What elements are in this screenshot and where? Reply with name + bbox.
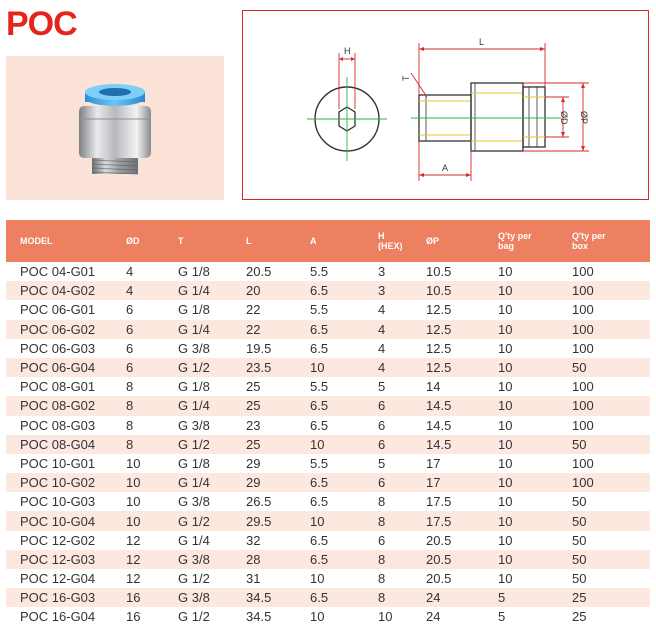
cell-od: 8 (126, 379, 134, 395)
column-header-a: A (296, 220, 364, 262)
cell-op: 12.5 (426, 302, 452, 318)
cell-op: 24 (412, 588, 484, 607)
cell-od: 4 (126, 264, 134, 280)
cell-h-hex: 8 (364, 511, 412, 530)
cell-od: 10 (112, 511, 164, 530)
cell-qty-bag: 10 (498, 532, 513, 548)
cell-t: G 3/8 (178, 417, 210, 433)
cell-a: 10 (296, 511, 364, 530)
end-view (307, 46, 387, 161)
cell-h-hex: 4 (364, 320, 412, 339)
cell-op: 17 (426, 455, 441, 471)
spec-table (6, 220, 650, 627)
cell-model: POC 08-G02 (6, 396, 112, 415)
table-body (6, 262, 650, 627)
cell-od: 8 (126, 417, 134, 433)
cell-op: 24 (426, 609, 441, 625)
cell-qty-bag: 10 (498, 340, 513, 356)
cell-qty-bag: 10 (498, 571, 513, 587)
cell-qty-bag: 10 (498, 264, 513, 280)
cell-a: 6.5 (310, 532, 329, 548)
cell-qty-bag: 10 (484, 473, 558, 492)
cell-model: POC 10-G03 (20, 494, 96, 510)
column-header-l: L (232, 220, 296, 262)
cell-op: 20.5 (412, 550, 484, 569)
cell-h-hex: 3 (364, 281, 412, 300)
cell-qty-box: 50 (572, 532, 587, 548)
cell-qty-bag: 10 (498, 379, 513, 395)
label-l: L (479, 37, 485, 47)
cell-op: 10.5 (426, 264, 452, 280)
cell-a: 6.5 (310, 340, 329, 356)
cell-l: 28 (232, 550, 296, 569)
cell-model: POC 12-G04 (20, 571, 96, 587)
cell-model: POC 10-G04 (6, 511, 112, 530)
cell-a: 6.5 (296, 281, 364, 300)
cell-model: POC 04-G01 (20, 264, 96, 280)
cell-l: 32 (246, 532, 261, 548)
cell-qty-box: 100 (572, 302, 594, 318)
cell-h-hex: 8 (378, 571, 386, 587)
cell-qty-bag: 10 (498, 455, 513, 471)
column-header-op: ØP (412, 220, 484, 262)
cell-l: 29 (246, 455, 261, 471)
table-row (6, 454, 650, 473)
table-row (6, 435, 650, 454)
cell-op: 17.5 (426, 494, 452, 510)
cell-a: 6.5 (296, 550, 364, 569)
table-row (6, 300, 650, 319)
cell-od: 4 (112, 281, 164, 300)
cell-t: G 1/2 (164, 435, 232, 454)
cell-l: 34.5 (246, 609, 272, 625)
table-header-row (6, 220, 650, 262)
cell-qty-bag: 10 (498, 302, 513, 318)
cell-od: 12 (112, 550, 164, 569)
label-t: T (401, 75, 411, 81)
cell-l: 22 (232, 320, 296, 339)
cell-l: 26.5 (246, 494, 272, 510)
label-od: ØD (559, 111, 569, 125)
cell-qty-box: 100 (572, 264, 594, 280)
table-row (6, 416, 650, 435)
cell-qty-box: 100 (572, 379, 594, 395)
cell-a: 6.5 (310, 417, 329, 433)
cell-od: 8 (112, 435, 164, 454)
cell-qty-bag: 5 (484, 588, 558, 607)
cell-t: G 1/2 (164, 511, 232, 530)
cell-qty-box: 25 (572, 609, 587, 625)
cell-a: 6.5 (296, 588, 364, 607)
cell-h-hex: 6 (364, 473, 412, 492)
cell-t: G 1/8 (178, 455, 210, 471)
cell-qty-box: 100 (558, 281, 650, 300)
cell-l: 29 (232, 473, 296, 492)
cell-qty-box: 25 (558, 588, 650, 607)
table-row (6, 320, 650, 339)
cell-qty-bag: 10 (484, 511, 558, 530)
cell-qty-box: 50 (558, 550, 650, 569)
table-row (6, 358, 650, 377)
cell-op: 12.5 (412, 320, 484, 339)
cell-qty-box: 100 (572, 455, 594, 471)
cell-a: 6.5 (296, 320, 364, 339)
cell-qty-bag: 10 (484, 396, 558, 415)
table-row (6, 339, 650, 358)
cell-t: G 1/4 (178, 532, 210, 548)
table-row (6, 377, 650, 396)
cell-model: POC 06-G01 (20, 302, 96, 318)
cell-t: G 1/4 (164, 473, 232, 492)
cell-od: 6 (112, 358, 164, 377)
cell-l: 25 (246, 379, 261, 395)
cell-od: 16 (126, 609, 141, 625)
cell-t: G 1/8 (178, 264, 210, 280)
cell-op: 12.5 (412, 358, 484, 377)
cell-qty-box: 100 (558, 473, 650, 492)
cell-a: 5.5 (310, 455, 329, 471)
cell-od: 16 (112, 588, 164, 607)
cell-h-hex: 8 (364, 588, 412, 607)
column-header-model: MODEL (6, 220, 112, 262)
cell-model: POC 12-G03 (6, 550, 112, 569)
cell-h-hex: 6 (378, 417, 386, 433)
cell-h-hex: 4 (364, 358, 412, 377)
table-row (6, 607, 650, 626)
label-op: ØP (579, 111, 589, 125)
table-row (6, 511, 650, 530)
column-header-t: T (164, 220, 232, 262)
cell-l: 31 (246, 571, 261, 587)
cell-model: POC 06-G04 (6, 358, 112, 377)
cell-l: 20 (232, 281, 296, 300)
cell-qty-box: 50 (558, 511, 650, 530)
label-h: H (344, 46, 351, 56)
cell-t: G 3/8 (164, 588, 232, 607)
cell-op: 14 (426, 379, 441, 395)
cell-od: 8 (112, 396, 164, 415)
cell-op: 10.5 (412, 281, 484, 300)
cell-h-hex: 6 (364, 396, 412, 415)
cell-model: POC 08-G04 (6, 435, 112, 454)
column-header-qty-bag: Q'ty per bag (484, 220, 558, 262)
cell-t: G 1/2 (164, 358, 232, 377)
cell-qty-box: 50 (558, 435, 650, 454)
table-row (6, 492, 650, 511)
cell-l: 20.5 (246, 264, 272, 280)
cell-od: 12 (126, 532, 141, 548)
cell-a: 5.5 (310, 379, 329, 395)
column-header-qty-box: Q'ty per box (558, 220, 650, 262)
cell-od: 10 (126, 494, 141, 510)
cell-h-hex: 5 (378, 379, 386, 395)
cell-a: 10 (310, 571, 325, 587)
cell-l: 23 (246, 417, 261, 433)
product-photo (6, 56, 224, 200)
product-title: POC (6, 5, 77, 43)
cell-model: POC 08-G03 (20, 417, 96, 433)
cell-t: G 1/4 (164, 320, 232, 339)
table-row (6, 550, 650, 569)
table-row (6, 473, 650, 492)
cell-qty-bag: 10 (498, 494, 513, 510)
cell-od: 10 (112, 473, 164, 492)
cell-t: G 1/4 (164, 396, 232, 415)
technical-drawing-svg (243, 11, 647, 198)
cell-op: 12.5 (426, 340, 452, 356)
cell-t: G 1/8 (178, 379, 210, 395)
cell-qty-box: 100 (558, 320, 650, 339)
cell-l: 25 (232, 396, 296, 415)
cell-qty-box: 50 (558, 358, 650, 377)
table-row (6, 531, 650, 550)
cell-od: 6 (126, 302, 134, 318)
label-a: A (442, 163, 449, 173)
cell-t: G 3/8 (178, 340, 210, 356)
cell-od: 6 (126, 340, 134, 356)
cell-model: POC 16-G04 (20, 609, 96, 625)
cell-qty-bag: 10 (484, 435, 558, 454)
cell-t: G 1/2 (178, 571, 210, 587)
cell-op: 14.5 (426, 417, 452, 433)
cell-model: POC 10-G02 (6, 473, 112, 492)
cell-qty-bag: 10 (498, 417, 513, 433)
cell-qty-bag: 10 (484, 550, 558, 569)
cell-h-hex: 8 (378, 494, 386, 510)
cell-h-hex: 8 (364, 550, 412, 569)
cell-h-hex: 10 (378, 609, 393, 625)
cell-l: 29.5 (232, 511, 296, 530)
cell-od: 12 (126, 571, 141, 587)
column-header-h-hex: H (HEX) (364, 220, 412, 262)
table-row (6, 396, 650, 415)
cell-t: G 1/2 (178, 609, 210, 625)
cell-op: 17.5 (412, 511, 484, 530)
cell-a: 10 (310, 609, 325, 625)
cell-a: 10 (296, 435, 364, 454)
cell-a: 5.5 (310, 302, 329, 318)
cell-t: G 1/8 (178, 302, 210, 318)
cell-model: POC 10-G01 (20, 455, 96, 471)
cell-model: POC 04-G02 (6, 281, 112, 300)
cell-qty-box: 50 (572, 571, 587, 587)
cell-l: 25 (232, 435, 296, 454)
cell-l: 34.5 (232, 588, 296, 607)
cell-op: 20.5 (426, 532, 452, 548)
push-in-fitting-illustration (6, 56, 224, 200)
cell-a: 10 (296, 358, 364, 377)
cell-qty-bag: 5 (498, 609, 506, 625)
cell-h-hex: 3 (378, 264, 386, 280)
cell-op: 14.5 (412, 396, 484, 415)
cell-op: 17 (412, 473, 484, 492)
cell-op: 20.5 (426, 571, 452, 587)
cell-a: 5.5 (310, 264, 329, 280)
cell-l: 23.5 (232, 358, 296, 377)
cell-qty-box: 100 (572, 417, 594, 433)
cell-t: G 3/8 (164, 550, 232, 569)
cell-t: G 3/8 (178, 494, 210, 510)
side-view (401, 37, 589, 181)
cell-model: POC 06-G03 (20, 340, 96, 356)
cell-h-hex: 6 (378, 532, 386, 548)
cell-a: 6.5 (310, 494, 329, 510)
table-row (6, 281, 650, 300)
cell-op: 14.5 (412, 435, 484, 454)
cell-qty-box: 50 (572, 494, 587, 510)
table-row (6, 588, 650, 607)
cell-h-hex: 4 (378, 302, 386, 318)
cell-qty-box: 100 (572, 340, 594, 356)
cell-qty-bag: 10 (484, 358, 558, 377)
cell-h-hex: 4 (378, 340, 386, 356)
cell-qty-bag: 10 (484, 320, 558, 339)
cell-h-hex: 5 (378, 455, 386, 471)
cell-od: 10 (126, 455, 141, 471)
cell-h-hex: 6 (364, 435, 412, 454)
cell-qty-bag: 10 (484, 281, 558, 300)
cell-t: G 1/4 (164, 281, 232, 300)
cell-qty-box: 100 (558, 396, 650, 415)
cell-a: 6.5 (296, 473, 364, 492)
cell-model: POC 12-G02 (20, 532, 96, 548)
column-header-od: ØD (112, 220, 164, 262)
cell-model: POC 08-G01 (20, 379, 96, 395)
cell-l: 22 (246, 302, 261, 318)
cell-model: POC 06-G02 (6, 320, 112, 339)
cell-od: 6 (112, 320, 164, 339)
table-row (6, 569, 650, 588)
dimension-drawing (242, 10, 649, 200)
cell-l: 19.5 (246, 340, 272, 356)
cell-model: POC 16-G03 (6, 588, 112, 607)
table-row (6, 262, 650, 281)
cell-a: 6.5 (296, 396, 364, 415)
